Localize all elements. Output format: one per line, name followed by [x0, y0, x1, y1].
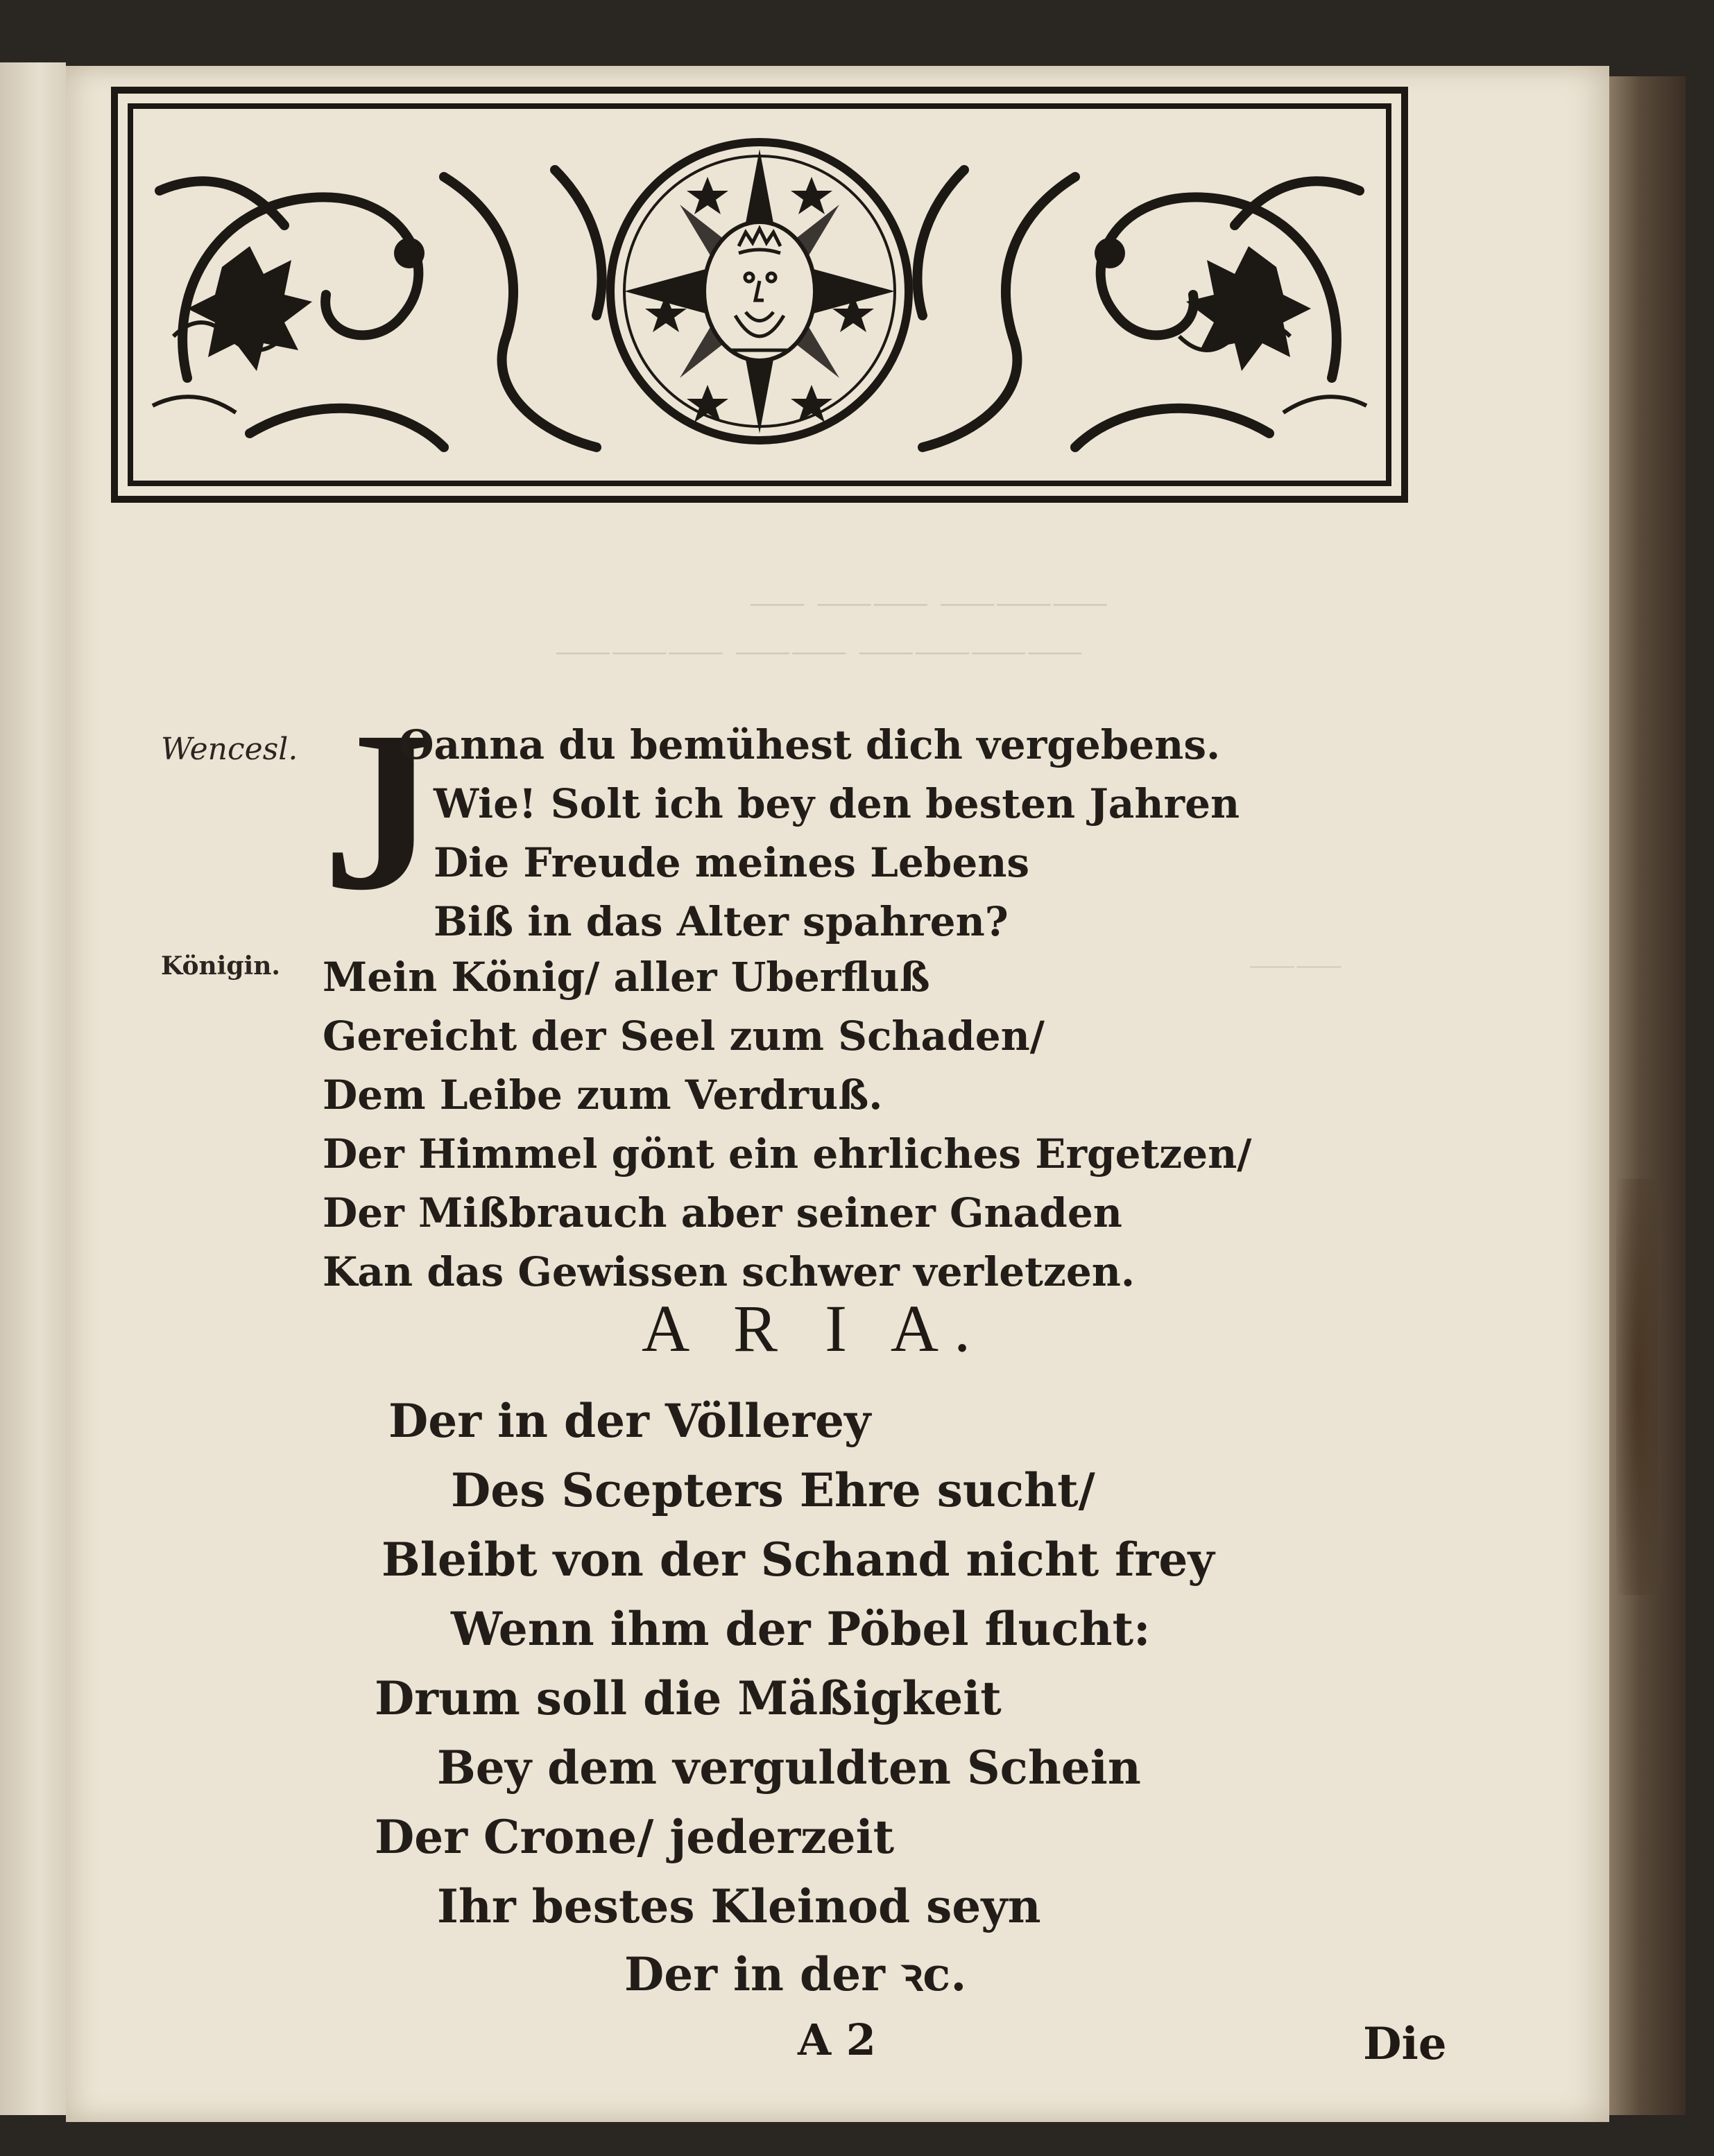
drop-cap: J: [323, 684, 437, 938]
verse-line: Drum soll die Mäßigkeit: [375, 1671, 1002, 1725]
verse-line: Kan das Gewissen schwer verletzen.: [323, 1248, 1135, 1295]
verse-line: Dem Leibe zum Verdruß.: [323, 1071, 883, 1119]
speaker-label-wenceslaus: Wencesl.: [161, 732, 298, 767]
verse-line: Bleibt von der Schand nicht frey: [382, 1533, 1215, 1587]
verse-line: Bey dem verguldten Schein: [437, 1741, 1141, 1795]
speaker-label-koenigin: Königin.: [161, 951, 280, 981]
catchword: Die: [1363, 2018, 1447, 2070]
bleed-through-text: ⸺⸺: [1249, 949, 1343, 981]
book-binding-edge: [1609, 76, 1686, 2115]
verse-line: Der in der Völlerey: [388, 1394, 871, 1448]
verse-line: Oanna du bemühest dich vergebens.: [399, 721, 1221, 768]
verse-line: Der Crone/ jederzeit: [375, 1810, 895, 1864]
verse-line: Mein König/ aller Uberfluß: [323, 954, 930, 1001]
signature-mark: A 2: [798, 2015, 876, 2065]
verse-line: Der Mißbrauch aber seiner Gnaden: [323, 1189, 1122, 1236]
woodcut-headpiece-ornament: [111, 87, 1408, 503]
verse-line: Die Freude meines Lebens: [434, 839, 1030, 886]
bleed-through-text: ⸺ ⸺⸺ ⸺⸺⸺: [749, 583, 1108, 622]
verse-line: Wie! Solt ich bey den besten Jahren: [434, 780, 1240, 827]
verse-line: Der in der ꝛc.: [624, 1947, 967, 2001]
bleed-through-text: ⸺⸺⸺ ⸺⸺ ⸺⸺⸺⸺: [555, 632, 1083, 671]
verse-line: Wenn ihm der Pöbel flucht:: [451, 1602, 1151, 1656]
facing-page-edge: [0, 62, 66, 2115]
aria-heading: A R I A.: [642, 1291, 986, 1365]
verse-line: Ihr bestes Kleinod seyn: [437, 1879, 1041, 1933]
verse-line: Des Scepters Ehre sucht/: [451, 1463, 1095, 1517]
verse-line: Gereicht der Seel zum Schaden/: [323, 1012, 1045, 1060]
verse-line: Biß in das Alter spahren?: [434, 898, 1009, 945]
verse-line: Der Himmel gönt ein ehrliches Ergetzen/: [323, 1130, 1252, 1178]
binding-stain: [1616, 1179, 1658, 1595]
